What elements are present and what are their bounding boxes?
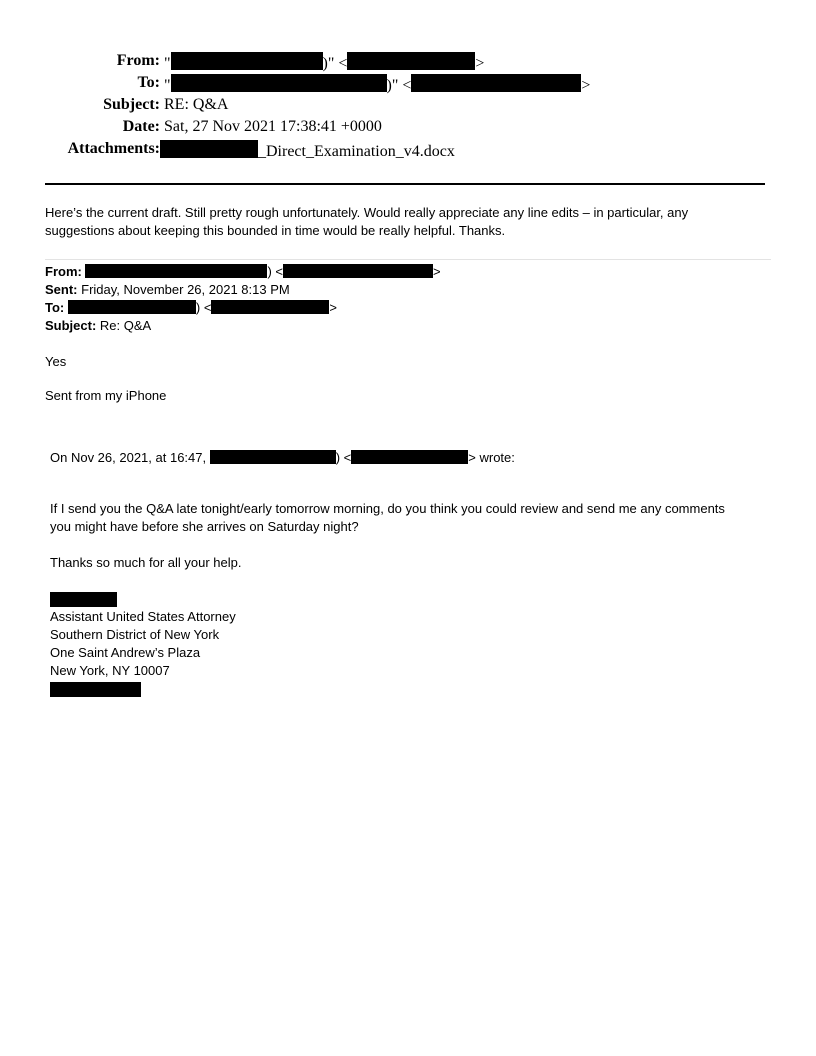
header-date-row <box>0 118 816 138</box>
quoted-from-label: From: <box>45 264 82 279</box>
header-from-end: > <box>475 55 485 72</box>
quoted-sent-row <box>45 281 441 299</box>
header-attachments-value <box>160 140 455 161</box>
header-to-value <box>164 74 590 95</box>
header-subject-label: Subject: <box>103 96 160 113</box>
header-from-label: From: <box>116 52 160 69</box>
redaction-box <box>171 74 387 92</box>
original-intro-end: > wrote: <box>468 450 515 465</box>
quoted-sent-value: Friday, November 26, 2021 8:13 PM <box>81 282 290 297</box>
header-to-separator: )" < <box>386 77 412 94</box>
signature-address-line: New York, NY 10007 <box>50 663 170 678</box>
quoted-body-yes: Yes <box>45 354 67 369</box>
reply-body <box>45 204 688 240</box>
redaction-box <box>210 450 336 464</box>
quoted-body-signature: Sent from my iPhone <box>45 388 167 403</box>
attachment-filename: _Direct_Examination_v4.docx <box>258 143 455 160</box>
redaction-box <box>347 52 475 70</box>
original-intro <box>50 449 515 467</box>
header-to-row <box>0 74 816 94</box>
quoted-from-row <box>45 263 441 281</box>
redaction-box <box>211 300 329 314</box>
signature-name-redaction <box>50 592 117 607</box>
header-attachments-row <box>0 140 816 160</box>
redaction-box <box>160 140 258 158</box>
quoted-subject-row <box>45 317 441 335</box>
reply-line: Here’s the current draft. Still pretty rough unfortunately. Would really appreciate any line edits – in particular, any <box>45 205 689 220</box>
reply-line: suggestions about keeping this bounded in time would be really helpful. Thanks. <box>45 223 506 238</box>
original-paragraph-line: If I send you the Q&A late tonight/early tomorrow morning, do you think you could review and send me any comments <box>50 501 725 516</box>
original-paragraph-line: you might have before she arrives on Saturday night? <box>50 519 359 534</box>
header-from-separator: )" < <box>322 55 348 72</box>
quoted-to-label: To: <box>45 300 65 315</box>
quoted-header <box>45 263 441 335</box>
original-intro-text: On Nov 26, 2021, at 16:47, <box>50 450 207 465</box>
header-date-value: Sat, 27 Nov 2021 17:38:41 +0000 <box>164 118 382 135</box>
redaction-box <box>411 74 581 92</box>
header-from-value <box>164 52 484 73</box>
redaction-box <box>171 52 323 70</box>
quoted-to-row <box>45 299 441 317</box>
quote-mark: " <box>164 77 171 94</box>
original-intro-separator: ) < <box>335 450 352 465</box>
signature-office: Southern District of New York <box>50 627 220 642</box>
quote-mark: " <box>164 55 171 72</box>
signature-address-line: One Saint Andrew’s Plaza <box>50 645 201 660</box>
signature-block <box>50 608 236 680</box>
header-subject-row <box>0 96 816 116</box>
header-attachments-label: Attachments: <box>67 140 160 157</box>
signature-title: Assistant United States Attorney <box>50 609 236 624</box>
header-to-end: > <box>581 77 591 94</box>
header-divider <box>45 183 765 185</box>
redaction-box <box>351 450 468 464</box>
quoted-subject-value: Re: Q&A <box>99 318 152 333</box>
header-from-row <box>0 52 816 72</box>
redaction-box <box>68 300 196 314</box>
redaction-box <box>283 264 433 278</box>
quoted-from-separator: ) < <box>267 264 284 279</box>
original-paragraph <box>50 500 725 536</box>
quoted-from-end: > <box>433 264 441 279</box>
header-subject-value: RE: Q&A <box>164 96 229 113</box>
original-thanks: Thanks so much for all your help. <box>50 555 242 570</box>
quoted-sent-label: Sent: <box>45 282 78 297</box>
header-to-label: To: <box>137 74 160 91</box>
quoted-to-end: > <box>329 300 338 315</box>
header-date-label: Date: <box>122 118 160 135</box>
redaction-box <box>85 264 267 278</box>
signature-phone-redaction <box>50 682 141 697</box>
message-separator <box>45 259 771 260</box>
quoted-subject-label: Subject: <box>45 318 97 333</box>
quoted-to-separator: ) < <box>195 300 212 315</box>
